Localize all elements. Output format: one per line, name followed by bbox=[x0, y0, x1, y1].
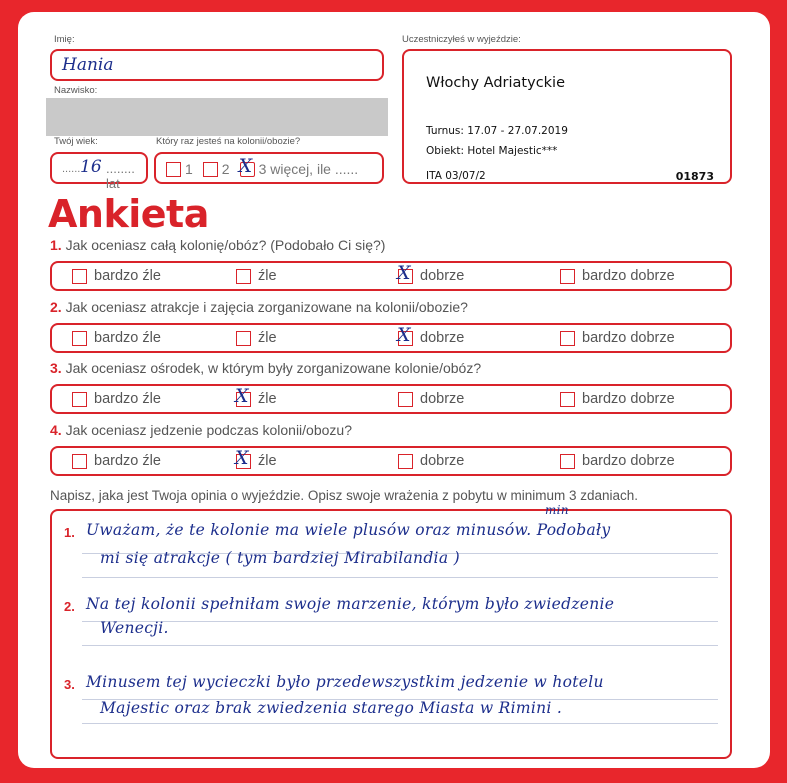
survey-sheet bbox=[18, 12, 770, 768]
opinion-num-1: 1. bbox=[64, 525, 75, 540]
option-q3-4[interactable] bbox=[560, 392, 675, 407]
checkbox[interactable] bbox=[560, 269, 575, 284]
checkbox[interactable] bbox=[560, 331, 575, 346]
option-label: dobrze bbox=[420, 453, 465, 470]
option-q1-3[interactable] bbox=[397, 262, 465, 285]
option-label: dobrze bbox=[420, 391, 465, 408]
questions-section bbox=[18, 12, 770, 482]
option-label: bardzo źle bbox=[94, 391, 161, 408]
opinion-num-3: 3. bbox=[64, 677, 75, 692]
option-q4-3[interactable] bbox=[398, 454, 464, 469]
age-prefix: ...... bbox=[62, 163, 81, 175]
option-q2-4[interactable] bbox=[560, 331, 675, 346]
check-mark: X bbox=[235, 385, 249, 407]
name-value: Hania bbox=[62, 55, 114, 75]
opinion-1-insert: min bbox=[545, 503, 569, 517]
times-opt1-label: 1 bbox=[185, 161, 193, 177]
option-label: bardzo źle bbox=[94, 330, 161, 347]
trip-code: ITA 03/07/2 bbox=[426, 170, 486, 182]
option-q1-1[interactable] bbox=[72, 269, 161, 284]
question-4: 4. Jak oceniasz jedzenie podczas kolonii/obozu? bbox=[50, 422, 352, 438]
checkbox[interactable] bbox=[397, 262, 413, 284]
trip-destination: Włochy Adriatyckie bbox=[426, 75, 566, 91]
checkbox[interactable] bbox=[560, 454, 575, 469]
answer-row-4 bbox=[50, 446, 732, 476]
trip-number: 01873 bbox=[675, 170, 714, 183]
option-label: źle bbox=[258, 391, 277, 408]
trip-label: Uczestniczyłeś w wyjeździe: bbox=[402, 34, 521, 45]
opinion-3-line-1: Minusem tej wycieczki było przedewszystkim jedzenie w hotelu bbox=[86, 673, 604, 691]
checkbox[interactable] bbox=[235, 385, 251, 407]
question-3: 3. Jak oceniasz ośrodek, w którym były zorganizowane kolonie/obóz? bbox=[50, 360, 482, 376]
option-label: bardzo dobrze bbox=[582, 391, 675, 408]
option-q4-4[interactable] bbox=[560, 454, 675, 469]
checkbox[interactable] bbox=[397, 324, 413, 346]
times-opt3-label: 3 więcej, ile ...... bbox=[258, 161, 359, 177]
option-label: źle bbox=[258, 330, 277, 347]
times-label: Który raz jesteś na kolonii/obozie? bbox=[156, 136, 301, 147]
opinion-box[interactable] bbox=[50, 503, 732, 759]
opinion-3-line-2: Majestic oraz brak zwiedzenia starego Miasta w Rimini . bbox=[100, 699, 563, 717]
option-label: źle bbox=[258, 453, 277, 470]
checkbox[interactable] bbox=[398, 392, 413, 407]
answer-row-1 bbox=[50, 261, 732, 291]
checkbox[interactable] bbox=[72, 454, 87, 469]
check-mark: X bbox=[397, 262, 411, 284]
surname-label: Nazwisko: bbox=[54, 85, 98, 96]
age-label: Twój wiek: bbox=[54, 136, 98, 147]
checkbox[interactable] bbox=[72, 392, 87, 407]
check-mark: X bbox=[397, 324, 411, 346]
option-q1-4[interactable] bbox=[560, 269, 675, 284]
option-label: bardzo dobrze bbox=[582, 330, 675, 347]
option-q3-1[interactable] bbox=[72, 392, 161, 407]
trip-hotel: Obiekt: Hotel Majestic*** bbox=[426, 145, 558, 157]
survey-title: Ankieta bbox=[48, 192, 209, 236]
option-q4-2[interactable] bbox=[235, 447, 277, 470]
option-q1-2[interactable] bbox=[236, 269, 277, 284]
age-value: 16 bbox=[80, 157, 102, 177]
checkbox[interactable] bbox=[236, 331, 251, 346]
age-suffix: ........ lat bbox=[106, 161, 135, 191]
times-check-mark: X bbox=[238, 154, 253, 177]
opinion-2-line-1: Na tej kolonii spełniłam swoje marzenie, którym było zwiedzenie bbox=[86, 595, 615, 613]
option-label: bardzo źle bbox=[94, 453, 161, 470]
answer-row-2 bbox=[50, 323, 732, 353]
option-label: dobrze bbox=[420, 268, 465, 285]
checkbox[interactable] bbox=[235, 447, 251, 469]
option-q2-1[interactable] bbox=[72, 331, 161, 346]
option-q4-1[interactable] bbox=[72, 454, 161, 469]
option-label: bardzo dobrze bbox=[582, 453, 675, 470]
opinion-1-line-1: Uważam, że te kolonie ma wiele plusów oraz minusów. Podobały bbox=[86, 521, 611, 539]
option-q2-2[interactable] bbox=[236, 331, 277, 346]
checkbox[interactable] bbox=[72, 331, 87, 346]
checkbox[interactable] bbox=[72, 269, 87, 284]
question-1: 1. Jak oceniasz całą kolonię/obóz? (Podobało Ci się?) bbox=[50, 237, 386, 253]
option-label: bardzo źle bbox=[94, 268, 161, 285]
option-q2-3[interactable] bbox=[397, 324, 465, 347]
check-mark: X bbox=[235, 447, 249, 469]
times-opt2-label: 2 bbox=[221, 161, 230, 177]
opinion-2-line-2: Wenecji. bbox=[100, 619, 169, 637]
checkbox[interactable] bbox=[398, 454, 413, 469]
opinion-1-line-2: mi się atrakcje ( tym bardziej Mirabilandia ) bbox=[100, 549, 460, 567]
option-label: dobrze bbox=[420, 330, 465, 347]
option-q3-3[interactable] bbox=[398, 392, 464, 407]
option-label: bardzo dobrze bbox=[582, 268, 675, 285]
name-label: Imię: bbox=[54, 34, 75, 45]
option-label: źle bbox=[258, 268, 277, 285]
opinion-num-2: 2. bbox=[64, 599, 75, 614]
option-q3-2[interactable] bbox=[235, 385, 277, 408]
trip-turnus: Turnus: 17.07 - 27.07.2019 bbox=[426, 125, 568, 137]
checkbox[interactable] bbox=[236, 269, 251, 284]
opinion-prompt: Napisz, jaka jest Twoja opinia o wyjeździe. Opisz swoje wrażenia z pobytu w minimum 3 zdaniach. bbox=[50, 488, 639, 503]
answer-row-3 bbox=[50, 384, 732, 414]
question-2: 2. Jak oceniasz atrakcje i zajęcia zorganizowane na kolonii/obozie? bbox=[50, 299, 468, 315]
checkbox[interactable] bbox=[560, 392, 575, 407]
